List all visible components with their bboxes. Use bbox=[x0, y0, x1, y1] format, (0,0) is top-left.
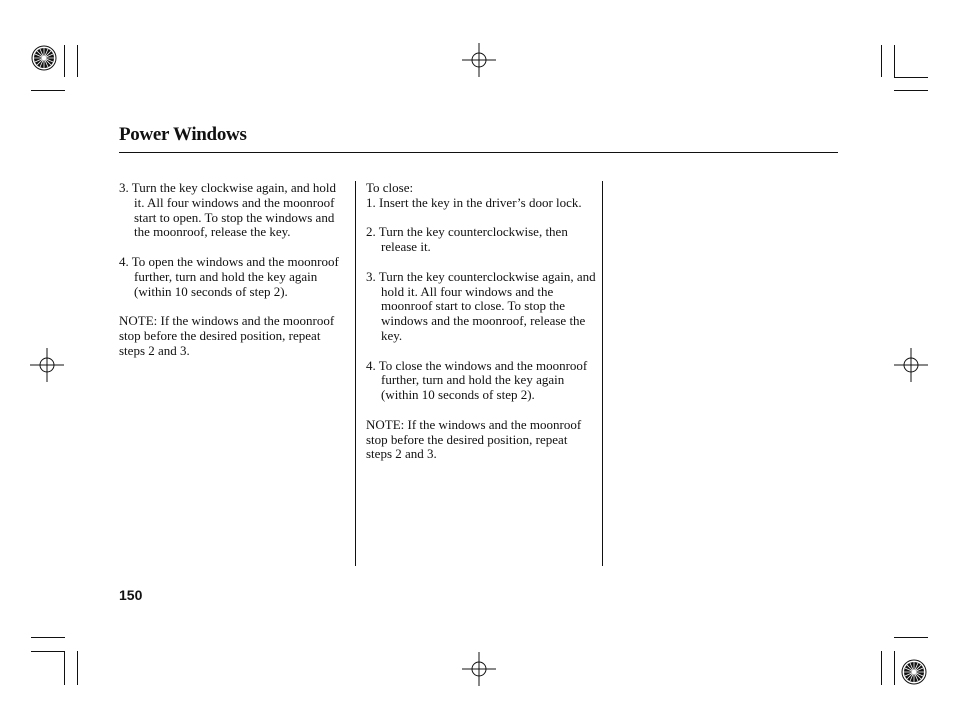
registration-target-icon bbox=[462, 43, 496, 77]
column-divider-left bbox=[355, 181, 356, 566]
page-number: 150 bbox=[119, 587, 143, 603]
title-rule bbox=[119, 152, 838, 153]
starburst-mark-icon bbox=[901, 659, 927, 685]
note-text: NOTE: If the windows and the moonroof stop before the desired position, repeat steps 2 and 3. bbox=[119, 313, 335, 358]
step-item: 2. Turn the key counterclockwise, then release it. bbox=[366, 224, 568, 255]
column-divider-right bbox=[602, 181, 603, 566]
note-text: NOTE: If the windows and the moonroof stop before the desired position, repeat steps 2 and 3. bbox=[366, 416, 582, 462]
step-item: 3. Turn the key clockwise again, and hold it. All four windows and the moonroof start to open. To stop the windows and the moonroof, release the key. bbox=[119, 180, 336, 240]
registration-target-icon bbox=[462, 652, 496, 686]
step-item: 4. To open the windows and the moonroof further, turn and hold the key again (within 10 seconds of step 2). bbox=[119, 253, 339, 299]
step-item: 4. To close the windows and the moonroof further, turn and hold the key again (within 10 seconds of step 2). bbox=[366, 357, 588, 403]
section-heading: To close: bbox=[366, 180, 414, 195]
page-title: Power Windows bbox=[119, 124, 247, 145]
starburst-mark-icon bbox=[31, 45, 57, 71]
step-item: 3. Turn the key counterclockwise again, and hold it. All four windows and the moonroof start to close. To stop the windows and the moonroof, release the key. bbox=[366, 268, 596, 343]
registration-target-icon bbox=[894, 348, 928, 382]
left-column bbox=[119, 181, 347, 359]
middle-column bbox=[366, 181, 596, 462]
registration-target-icon bbox=[30, 348, 64, 382]
step-item: 1. Insert the key in the driver’s door lock. bbox=[366, 194, 582, 210]
